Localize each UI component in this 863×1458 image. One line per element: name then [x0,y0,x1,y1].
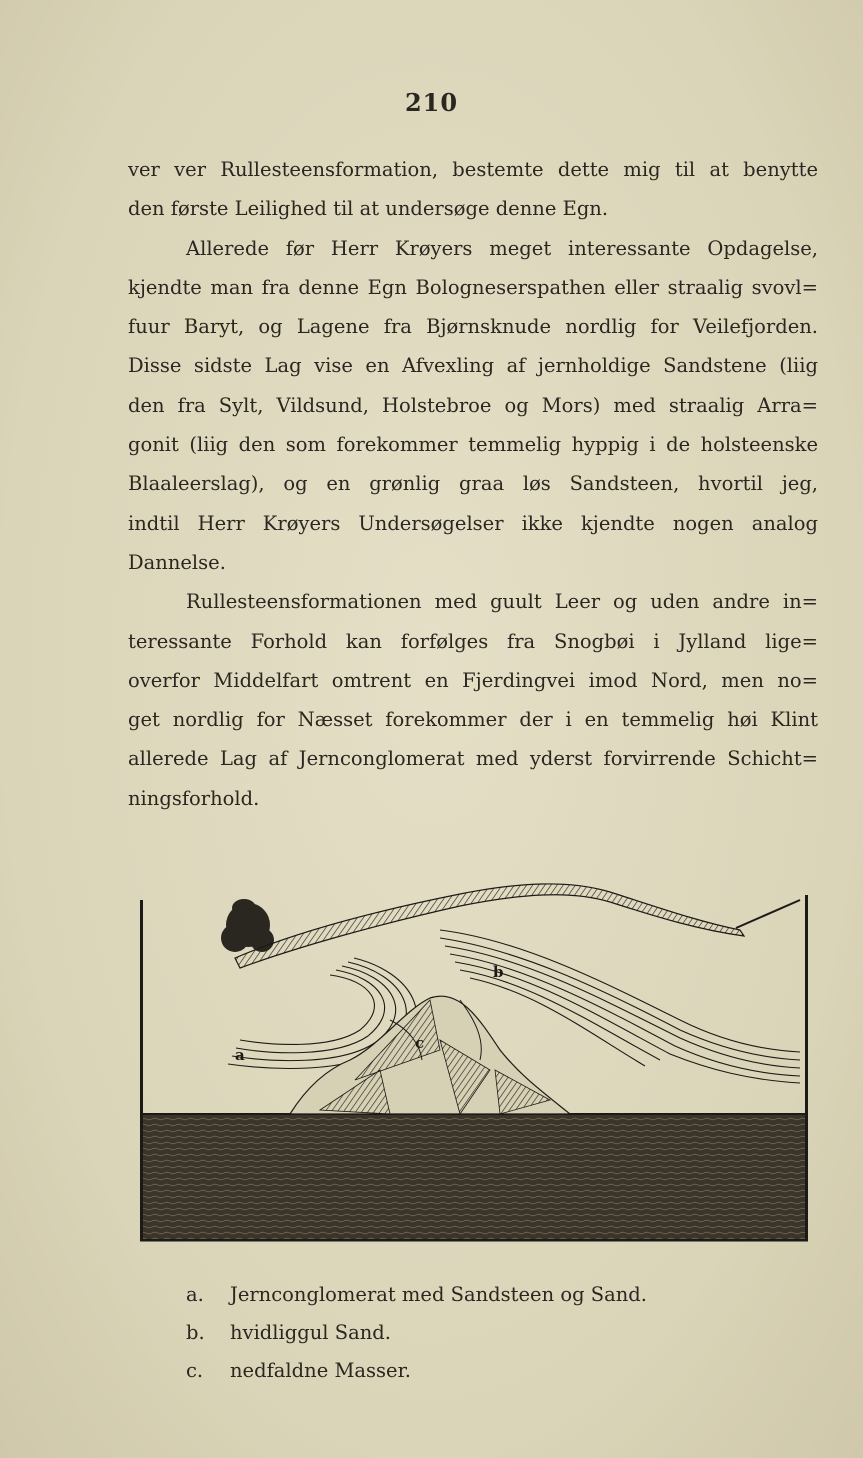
figure-label-b: b [493,963,504,981]
text-line: get nordlig for Næsset forekommer der i en temmelig høi Klint [128,708,818,732]
legend-text: hvidliggul Sand. [230,1321,391,1344]
text-line: allerede Lag af Jernconglomerat med yderst forvirrende Schicht= [128,747,818,771]
text-line: Dannelse. [128,550,226,574]
legend-item [186,1276,647,1314]
text-line: fuur Baryt, og Lagene fra Bjørnsknude nordlig for Veilefjorden. [128,315,818,339]
figure-label-a: a [235,1046,245,1064]
legend-letter: b. [186,1321,205,1344]
text-line: Blaaleerslag), og en grønlig graa løs Sandsteen, hvortil jeg, [128,472,818,496]
text-line: overfor Middelfart omtrent en Fjerdingvei imod Nord, men no= [128,668,818,692]
text-line: den første Leilighed til at undersøge denne Egn. [128,197,609,221]
text-line: Allerede før Herr Krøyers meget interessante Opdagelse, [186,236,818,260]
page-number: 210 [404,88,459,117]
cliff-section-illustration [140,870,808,1242]
sea-water [143,1113,805,1239]
geological-cliff-figure [140,870,808,1242]
legend-text: nedfaldne Masser. [230,1359,411,1382]
legend-letter: a. [186,1283,204,1306]
text-line: ver ver Rullesteensformation, bestemte dette mig til at benytte [128,158,818,181]
text-line: den fra Sylt, Vildsund, Holstebroe og Mors) med straalig Arra= [128,393,818,417]
figure-legend [186,1276,647,1390]
legend-item [186,1314,647,1352]
bushes [221,899,274,952]
legend-letter: c. [186,1359,204,1382]
text-line: Disse sidste Lag vise en Afvexling af jernholdige Sandstene (liig [128,354,818,378]
legend-text: Jernconglomerat med Sandsteen og Sand. [230,1283,647,1306]
figure-label-c: c [415,1034,425,1052]
text-line: ningsforhold. [128,786,260,810]
text-line: indtil Herr Krøyers Undersøgelser ikke kjendte nogen analog [128,511,818,535]
fallen-masses-c [290,996,570,1114]
text-line: Rullesteensformationen med guult Leer og uden andre in= [186,590,818,614]
legend-item [186,1352,647,1390]
text-line: teressante Forhold kan forfølges fra Snogbøi i Jylland lige= [128,629,818,653]
body-text [128,150,818,818]
text-line: kjendte man fra denne Egn Bologneserspathen eller straalig svovl= [128,275,818,299]
text-line: gonit (liig den som forekommer temmelig hyppig i de holsteenske [128,433,818,457]
